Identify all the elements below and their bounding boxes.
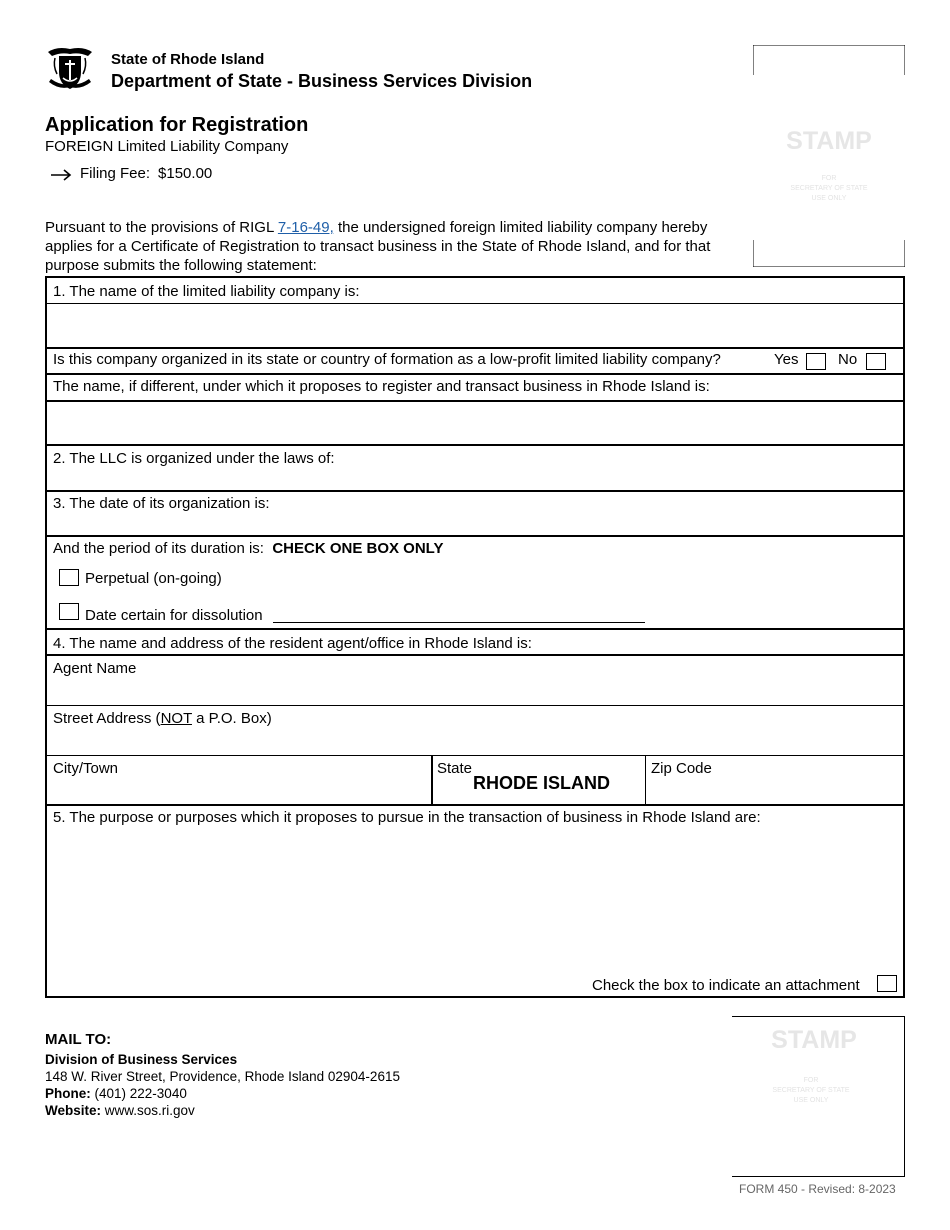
street-address-label — [53, 710, 272, 727]
alt-name-label: The name, if different, under which it proposes to register and transact business in Rhode Island is: — [53, 378, 710, 395]
form-subtitle: FOREIGN Limited Liability Company — [45, 138, 289, 155]
stamp-label: STAMP — [786, 127, 872, 155]
phone-label: Phone: — [45, 1086, 91, 1101]
mail-to — [45, 1031, 400, 1119]
low-profit-question: Is this company organized in its state or country of formation as a low-profit limited liability company? — [53, 351, 721, 368]
state-value: RHODE ISLAND — [473, 773, 611, 793]
stamp-label-bottom: STAMP — [771, 1026, 857, 1054]
stamp-sub-2-bottom: SECRETARY OF STATE — [772, 1087, 850, 1094]
website-label: Website: — [45, 1103, 102, 1118]
phone-value: (401) 222-3040 — [94, 1086, 187, 1101]
stamp-sub-1-bottom: FOR — [803, 1077, 819, 1084]
mail-org: Division of Business Services — [45, 1052, 238, 1067]
yes-label: Yes — [774, 351, 799, 368]
alt-name-field[interactable] — [49, 403, 901, 443]
city-label: City/Town — [53, 760, 119, 777]
mail-address: 148 W. River Street, Providence, Rhode Island 02904-2615 — [45, 1069, 400, 1084]
registration-form — [45, 276, 905, 998]
form-number: FORM 450 - Revised: 8-2023 — [739, 1182, 896, 1196]
stamp-box-bottom — [732, 1016, 905, 1177]
perpetual-label: Perpetual (on-going) — [85, 570, 222, 587]
duration-label — [53, 540, 443, 557]
attachment-label: Check the box to indicate an attachment — [592, 977, 860, 994]
filing-fee-label: Filing Fee: — [80, 165, 151, 182]
intro-paragraph — [45, 218, 745, 275]
date-certain-label: Date certain for dissolution — [85, 607, 263, 624]
filing-fee — [50, 165, 212, 182]
state-seal-icon — [45, 44, 95, 92]
street-not: NOT — [160, 710, 192, 727]
stamp-box — [753, 45, 905, 267]
mail-heading: MAIL TO: — [45, 1031, 112, 1048]
duration-text: And the period of its duration is: — [53, 540, 264, 557]
state-label: State — [437, 760, 473, 777]
mail-website — [45, 1102, 400, 1119]
q1-label: 1. The name of the limited liability company is: — [53, 283, 360, 300]
stamp-sub-3: USE ONLY — [811, 195, 847, 202]
company-name-field[interactable] — [49, 305, 901, 345]
stamp-sub-3-bottom: USE ONLY — [793, 1097, 829, 1104]
q4-label: 4. The name and address of the resident agent/office in Rhode Island is: — [53, 635, 532, 652]
filing-fee-amount: $150.00 — [158, 165, 213, 182]
low-profit-yes-checkbox[interactable] — [806, 353, 826, 370]
q2-label: 2. The LLC is organized under the laws of: — [53, 450, 335, 467]
state-name: State of Rhode Island — [111, 51, 265, 68]
q3-label: 3. The date of its organization is: — [53, 495, 270, 512]
agent-name-label: Agent Name — [53, 660, 137, 677]
form-title: Application for Registration — [45, 114, 309, 136]
street-post: a P.O. Box) — [191, 710, 272, 727]
street-pre: Street Address ( — [53, 710, 161, 727]
no-label: No — [838, 351, 858, 368]
perpetual-checkbox[interactable] — [59, 569, 79, 586]
duration-note: CHECK ONE BOX ONLY — [272, 540, 444, 557]
q5-label: 5. The purpose or purposes which it proposes to pursue in the transaction of business in Rhode Island are: — [53, 809, 761, 826]
rigl-link[interactable]: 7-16-49, — [277, 219, 334, 236]
mail-phone — [45, 1085, 400, 1102]
department-name: Department of State - Business Services Division — [111, 71, 533, 91]
intro-text-after: the undersigned foreign limited liability company hereby applies for a Certificate of Registration to transact business in the State of Rhode Island, and for that purpose submits the following statement: — [45, 219, 711, 274]
intro-text-before: Pursuant to the provisions of RIGL — [45, 219, 278, 236]
stamp-sub-1: FOR — [821, 175, 837, 182]
attachment-checkbox[interactable] — [877, 975, 897, 992]
arrow-right-icon — [50, 167, 72, 181]
dissolution-date-line[interactable] — [273, 622, 645, 623]
low-profit-no-checkbox[interactable] — [866, 353, 886, 370]
stamp-sub-2: SECRETARY OF STATE — [790, 185, 868, 192]
zip-label: Zip Code — [651, 760, 712, 777]
date-certain-checkbox[interactable] — [59, 603, 79, 620]
website-value: www.sos.ri.gov — [104, 1103, 195, 1118]
